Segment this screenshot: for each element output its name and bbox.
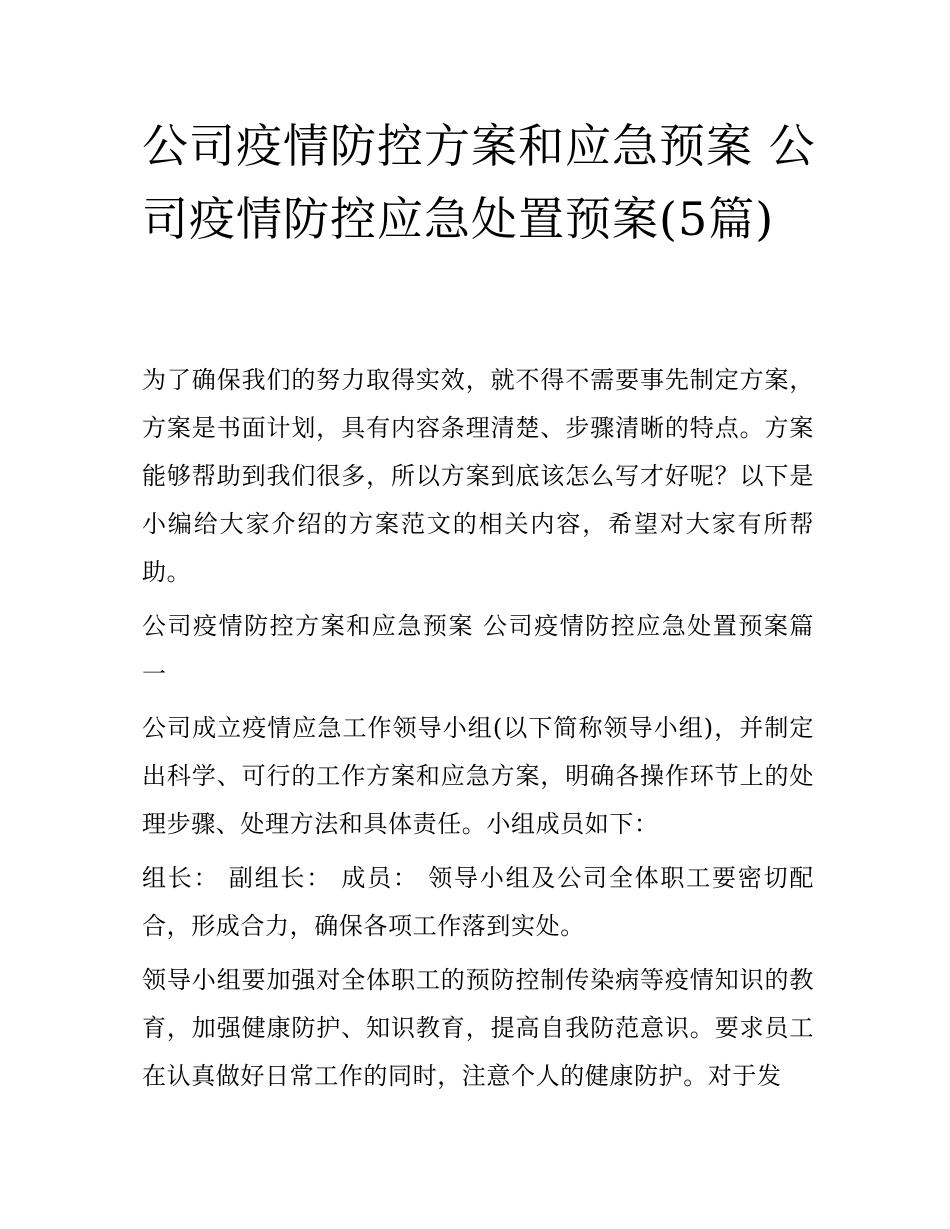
document-body [142, 356, 814, 1106]
section-heading: 公司疫情防控方案和应急预案 公司疫情防控应急处置预案篇一 [142, 612, 814, 688]
paragraph-education: 领导小组要加强对全体职工的预防控制传染病等疫情知识的教育，加强健康防护、知识教育，提高自我防范意识。要求员工在认真做好日常工作的同时，注意个人的健康防护。对于发 [142, 966, 814, 1090]
paragraph-leadership-group: 公司成立疫情应急工作领导小组(以下简称领导小组)，并制定出科学、可行的工作方案和应急方案，明确各操作环节上的处理步骤、处理方法和具体责任。小组成员如下： [142, 714, 814, 838]
paragraph-members: 组长： 副组长： 成员： 领导小组及公司全体职工要密切配合，形成合力，确保各项工作落到实处。 [142, 864, 814, 940]
document-title: 公司疫情防控方案和应急预案 公司疫情防控应急处置预案(5篇) [142, 119, 816, 246]
paragraph-intro: 为了确保我们的努力取得实效，就不得不需要事先制定方案，方案是书面计划，具有内容条理清楚、步骤清晰的特点。方案能够帮助到我们很多，所以方案到底该怎么写才好呢？以下是小编给大家介绍的方案范文的相关内容，希望对大家有所帮助。 [142, 366, 814, 586]
